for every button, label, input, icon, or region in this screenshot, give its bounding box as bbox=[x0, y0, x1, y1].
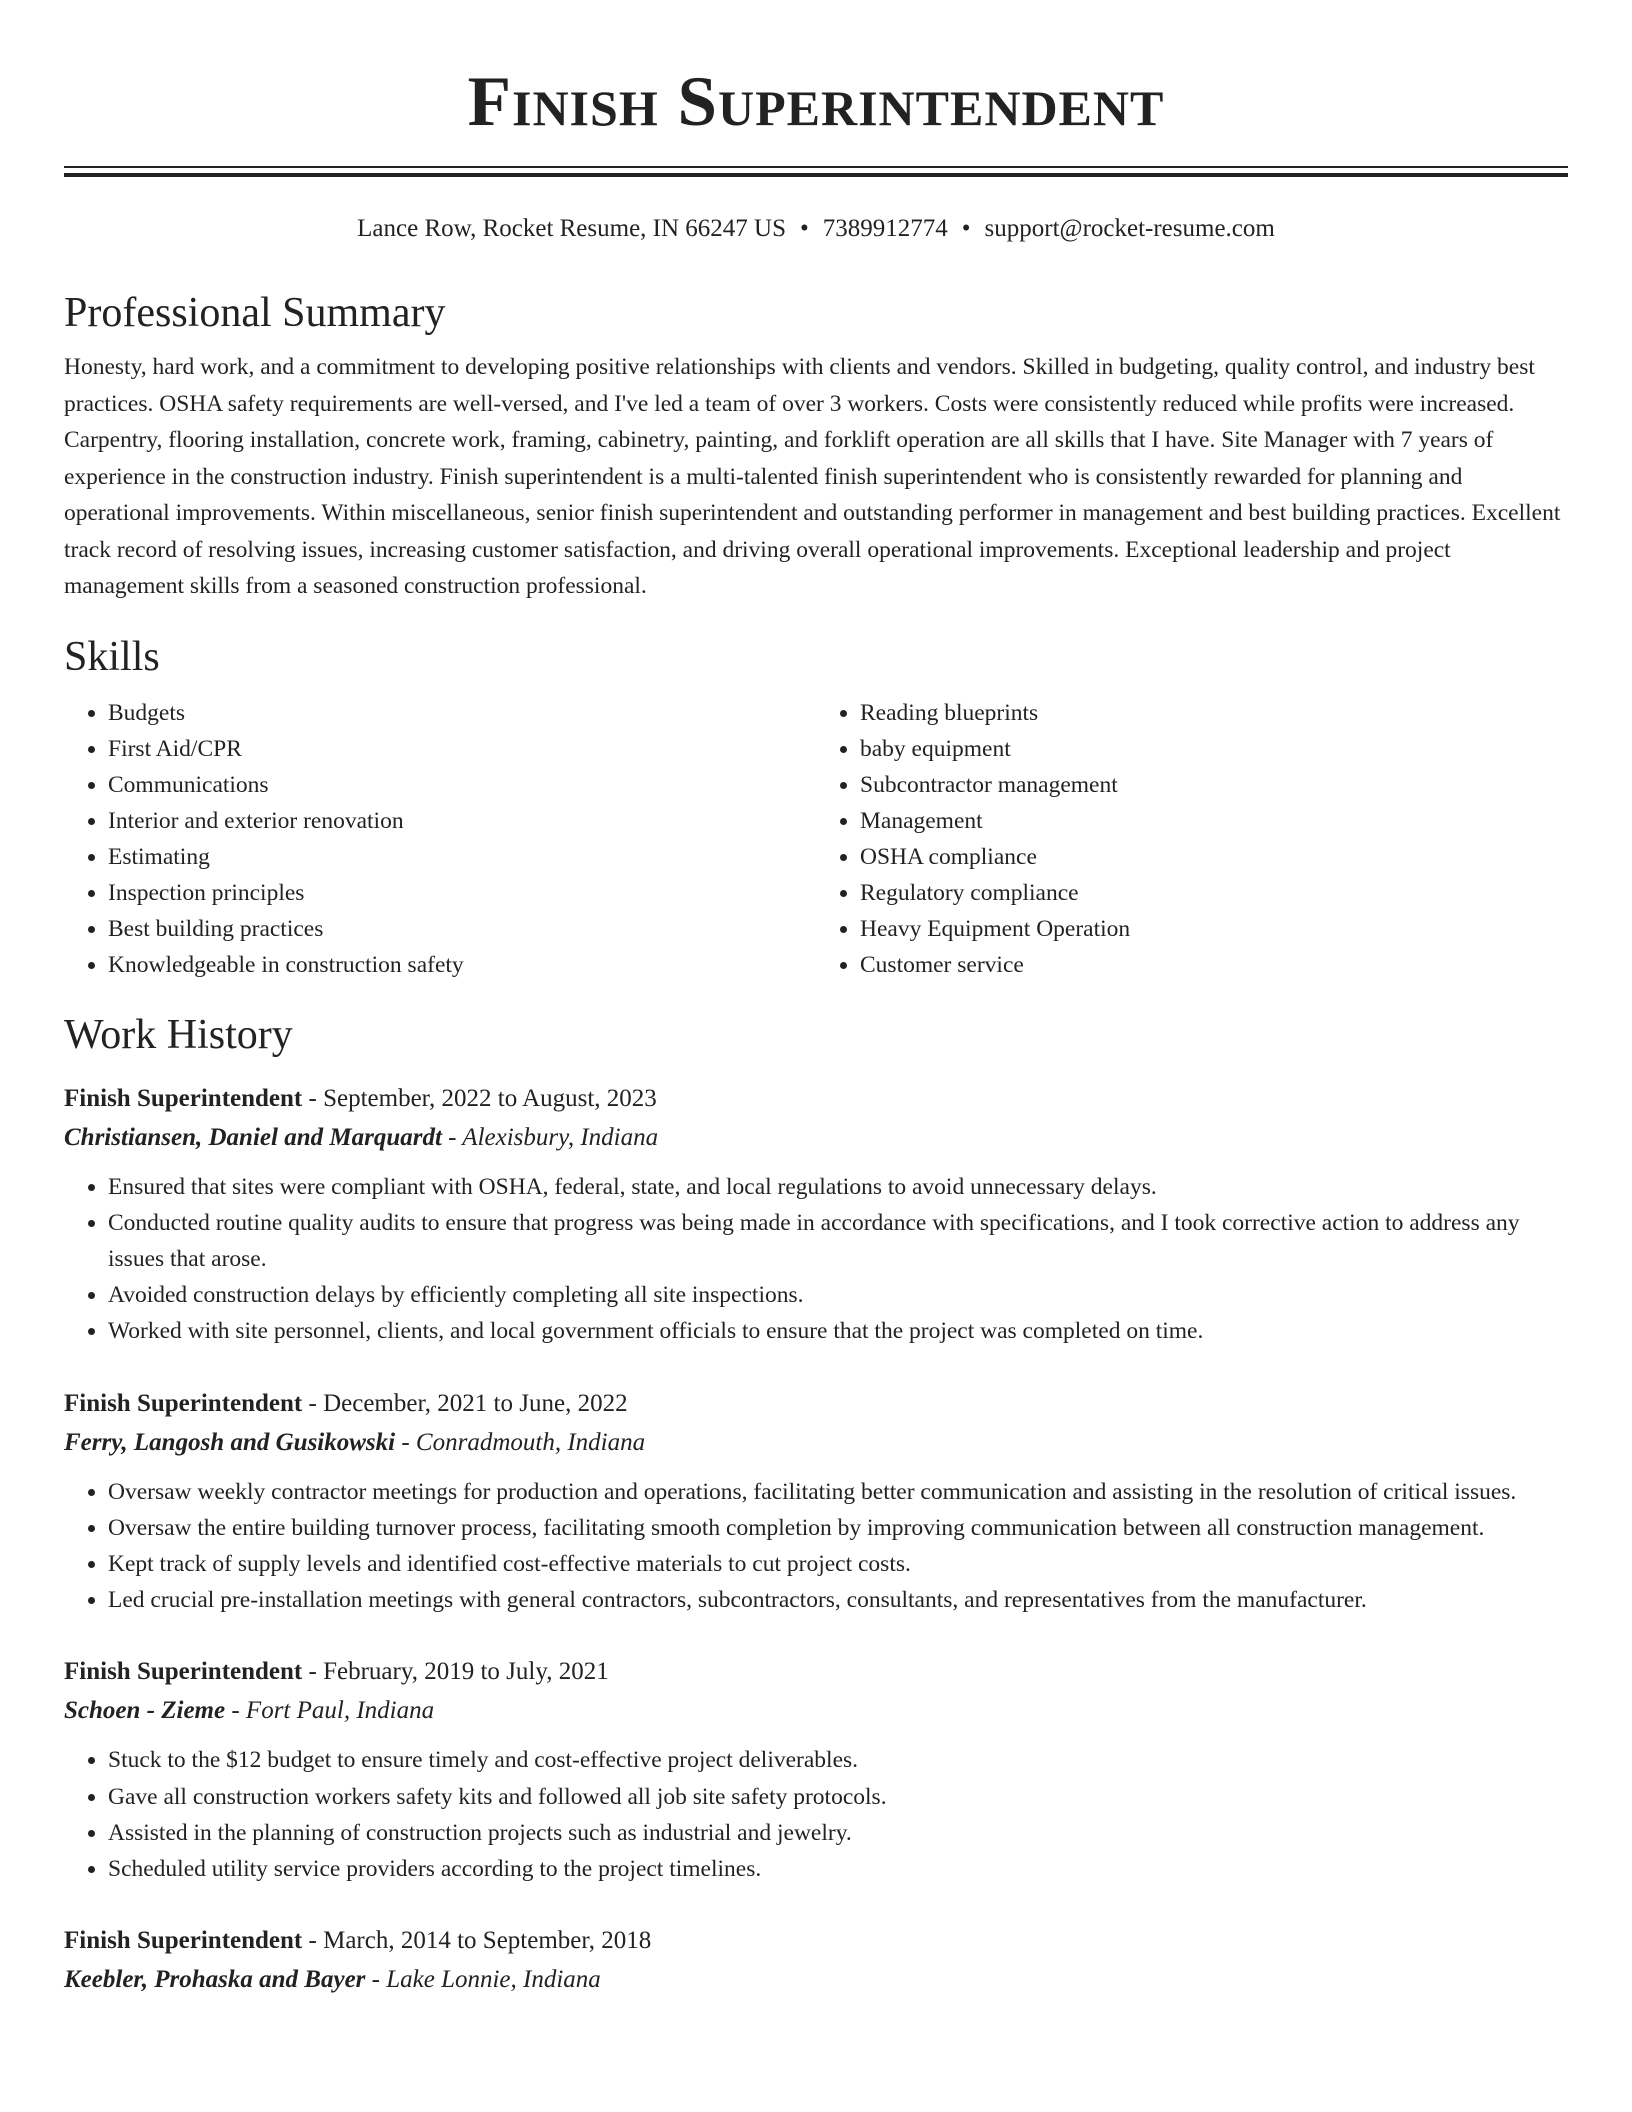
skill-item: • First Aid/CPR bbox=[108, 731, 816, 767]
job-dates: December, 2021 to June, 2022 bbox=[323, 1389, 628, 1417]
skill-item: • Regulatory compliance bbox=[860, 875, 1568, 911]
skill-item: • Subcontractor management bbox=[860, 767, 1568, 803]
job-location: Alexisbury, Indiana bbox=[462, 1123, 659, 1151]
job-dash: - bbox=[308, 1389, 317, 1417]
contact-email: support@rocket-resume.com bbox=[984, 215, 1275, 242]
job-dates: September, 2022 to August, 2023 bbox=[323, 1084, 657, 1112]
skills-grid bbox=[64, 695, 1568, 983]
job-bullet: • Stuck to the $12 budget to ensure timely and cost-effective project deliverables. bbox=[108, 1742, 1568, 1778]
job-bullet: • Oversaw the entire building turnover process, facilitating smooth completion by improving communication between all construction management. bbox=[108, 1510, 1568, 1546]
skill-item: • Reading blueprints bbox=[860, 695, 1568, 731]
job-dash: - bbox=[308, 1927, 317, 1955]
contact-address: Lance Row, Rocket Resume, IN 66247 US bbox=[357, 215, 787, 242]
job-company: Ferry, Langosh and Gusikowski bbox=[64, 1428, 396, 1456]
contact-separator: • bbox=[961, 215, 971, 242]
job-bullet: • Gave all construction workers safety kits and followed all job site safety protocols. bbox=[108, 1779, 1568, 1815]
skill-item: • Customer service bbox=[860, 947, 1568, 983]
job-company: Christiansen, Daniel and Marquardt bbox=[64, 1123, 442, 1151]
skill-item: • Management bbox=[860, 803, 1568, 839]
job-role: Finish Superintendent bbox=[64, 1658, 303, 1686]
contact-line bbox=[64, 213, 1568, 245]
job-employer bbox=[64, 1423, 1568, 1462]
job-dash: - bbox=[308, 1084, 317, 1112]
skills-heading: Skills bbox=[64, 633, 160, 680]
contact-phone: 7389912774 bbox=[822, 215, 948, 242]
skill-item: • Best building practices bbox=[108, 911, 816, 947]
summary-heading: Professional Summary bbox=[64, 290, 446, 336]
job-bullet: • Avoided construction delays by efficiently completing all site inspections. bbox=[108, 1277, 1568, 1313]
contact-separator: • bbox=[800, 215, 809, 242]
job-entry bbox=[64, 1384, 1568, 1619]
job-dash: - bbox=[231, 1697, 240, 1725]
job-bullet: • Worked with site personnel, clients, and local government officials to ensure that the project was completed on time. bbox=[108, 1313, 1568, 1349]
job-role: Finish Superintendent bbox=[64, 1389, 303, 1417]
job-bullet: • Kept track of supply levels and identified cost-effective materials to cut project costs. bbox=[108, 1546, 1568, 1582]
job-location: Lake Lonnie, Indiana bbox=[386, 1966, 601, 1994]
job-employer bbox=[64, 1960, 1568, 1999]
skill-item: • Interior and exterior renovation bbox=[108, 803, 816, 839]
job-role: Finish Superintendent bbox=[64, 1927, 303, 1955]
job-entry bbox=[64, 1079, 1568, 1350]
job-dash: - bbox=[371, 1966, 380, 1994]
job-bullets bbox=[64, 1474, 1568, 1619]
job-company: Keebler, Prohaska and Bayer bbox=[64, 1966, 366, 1994]
job-employer bbox=[64, 1118, 1568, 1157]
skill-item: • Estimating bbox=[108, 839, 816, 875]
skill-item: • Knowledgeable in construction safety bbox=[108, 947, 816, 983]
job-entry bbox=[64, 1652, 1568, 1887]
header-divider-thick bbox=[64, 173, 1568, 177]
job-bullet: • Scheduled utility service providers according to the project timelines. bbox=[108, 1851, 1568, 1887]
skill-item: • Communications bbox=[108, 767, 816, 803]
skill-item: • Heavy Equipment Operation bbox=[860, 911, 1568, 947]
job-dates: March, 2014 to September, 2018 bbox=[323, 1927, 652, 1955]
job-bullets bbox=[64, 1742, 1568, 1887]
job-dash: - bbox=[401, 1428, 410, 1456]
job-employer bbox=[64, 1691, 1568, 1730]
job-dash: - bbox=[308, 1658, 317, 1686]
skills-list-left bbox=[64, 695, 816, 983]
job-header bbox=[64, 1079, 1568, 1118]
job-entry bbox=[64, 1921, 1568, 1999]
job-header bbox=[64, 1652, 1568, 1691]
job-header bbox=[64, 1384, 1568, 1423]
job-bullet: • Led crucial pre-installation meetings with general contractors, subcontractors, consultants, and representatives from the manufacturer. bbox=[108, 1582, 1568, 1618]
header-divider-thin bbox=[64, 166, 1568, 168]
job-bullet: • Assisted in the planning of construction projects such as industrial and jewelry. bbox=[108, 1815, 1568, 1851]
candidate-name: Finish Superintendent bbox=[467, 63, 1165, 141]
skill-item: • Inspection principles bbox=[108, 875, 816, 911]
skill-item: • OSHA compliance bbox=[860, 839, 1568, 875]
skill-item: • Budgets bbox=[108, 695, 816, 731]
job-bullet: • Oversaw weekly contractor meetings for production and operations, facilitating better communication and assisting in the resolution of critical issues. bbox=[108, 1474, 1568, 1510]
skills-list-right bbox=[816, 695, 1568, 983]
job-bullet: • Ensured that sites were compliant with OSHA, federal, state, and local regulations to avoid unnecessary delays. bbox=[108, 1169, 1568, 1205]
job-header bbox=[64, 1921, 1568, 1960]
job-bullets bbox=[64, 1169, 1568, 1350]
job-bullet: • Conducted routine quality audits to ensure that progress was being made in accordance with specifications, and I took corrective action to address any issues that arose. bbox=[108, 1205, 1568, 1277]
job-location: Fort Paul, Indiana bbox=[245, 1697, 435, 1725]
summary-text: Honesty, hard work, and a commitment to developing positive relationships with clients and vendors. Skilled in budgeting, quality control, and industry best practices. OSHA safety requirements are well-versed, and I've led a team of over 3 workers. Costs were consistently reduced while profits were increased. Carpentry, flooring installation, concrete work, framing, cabinetry, painting, and forklift operation are all skills that I have. Site Manager with 7 years of experience in the construction industry. Finish superintendent is a multi-talented finish superintendent who is consistently rewarded for planning and operational improvements. Within miscellaneous, senior finish superintendent and outstanding performer in management and best building practices. Excellent track record of resolving issues, increasing customer satisfaction, and driving overall operational improvements. Exceptional leadership and project management skills from a seasoned construction professional. bbox=[64, 354, 1561, 599]
job-role: Finish Superintendent bbox=[64, 1084, 303, 1112]
job-dash: - bbox=[448, 1123, 457, 1151]
work-history-heading: Work History bbox=[64, 1011, 293, 1058]
skill-item: • baby equipment bbox=[860, 731, 1568, 767]
job-location: Conradmouth, Indiana bbox=[415, 1428, 646, 1456]
job-dates: February, 2019 to July, 2021 bbox=[323, 1658, 609, 1686]
job-company: Schoen - Zieme bbox=[64, 1697, 226, 1725]
